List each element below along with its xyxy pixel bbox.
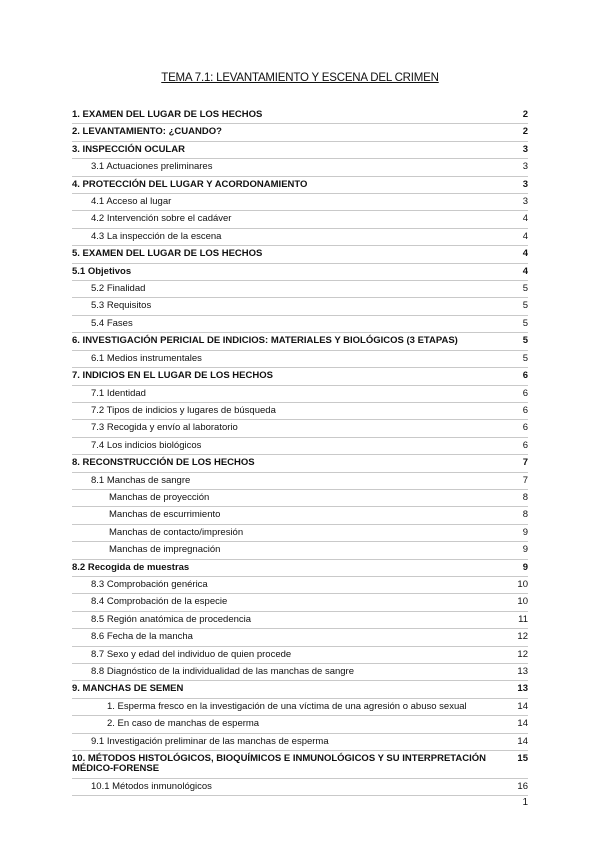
toc-entry-page: 4 [522, 213, 528, 225]
toc-entry-page: 8 [522, 509, 528, 521]
toc-entry-title: 3.1 Actuaciones preliminares [91, 161, 213, 173]
toc-entry-page: 6 [522, 422, 528, 434]
toc-entry-page: 16 [517, 780, 528, 792]
toc-entry-title: Manchas de contacto/impresión [109, 526, 244, 538]
toc-entry[interactable] [72, 159, 528, 176]
toc-entry[interactable] [72, 664, 528, 681]
toc-entry[interactable] [72, 264, 528, 281]
toc-entry[interactable] [72, 455, 528, 472]
document-title: TEMA 7.1: LEVANTAMIENTO Y ESCENA DEL CRIMEN [161, 72, 439, 84]
toc-entry-title: 8. RECONSTRUCCIÓN DE LOS HECHOS [72, 457, 255, 469]
toc-entry-page: 3 [522, 196, 528, 208]
toc-entry-title: 6. INVESTIGACIÓN PERICIAL DE INDICIOS: MATERIALES Y BIOLÓGICOS (3 ETAPAS) [72, 335, 458, 347]
toc-entry-title: 6.1 Medios instrumentales [91, 352, 202, 364]
toc-entry[interactable] [72, 177, 528, 194]
toc-entry-page: 12 [517, 631, 528, 643]
toc-entry-title: 5. EXAMEN DEL LUGAR DE LOS HECHOS [72, 248, 263, 260]
toc-entry[interactable] [72, 298, 528, 315]
toc-entry[interactable] [72, 211, 528, 228]
toc-entry-page: 5 [522, 335, 528, 347]
toc-entry-page: 6 [522, 387, 528, 399]
toc-entry-page: 5 [522, 300, 528, 312]
toc-entry-title: 4.1 Acceso al lugar [91, 196, 172, 208]
toc-entry-title: 8.7 Sexo y edad del individuo de quien procede [91, 648, 292, 660]
toc-entry[interactable] [72, 525, 528, 542]
toc-entry-title: 3. INSPECCIÓN OCULAR [72, 143, 185, 155]
toc-entry-title: 5.4 Fases [91, 317, 133, 329]
toc-entry-page: 9 [522, 561, 528, 573]
toc-entry-page: 6 [522, 439, 528, 451]
toc-entry[interactable] [72, 734, 528, 751]
toc-entry-title: 7.4 Los indicios biológicos [91, 439, 202, 451]
toc-entry-page: 10 [517, 578, 528, 590]
toc-entry-page: 3 [522, 178, 528, 190]
toc-entry-title: 10.1 Métodos inmunológicos [91, 780, 212, 792]
toc-entry-title: Manchas de escurrimiento [109, 509, 221, 521]
toc-entry-page: 3 [522, 143, 528, 155]
toc-entry[interactable] [72, 281, 528, 298]
toc-entry[interactable] [72, 368, 528, 385]
toc-entry-page: 14 [517, 700, 528, 712]
toc-entry[interactable] [72, 403, 528, 420]
toc-entry[interactable] [72, 473, 528, 490]
toc-entry-page: 7 [522, 474, 528, 486]
toc-entry-title: 5.2 Finalidad [91, 283, 146, 295]
toc-entry-title: 4.3 La inspección de la escena [91, 230, 222, 242]
toc-entry-page: 4 [522, 248, 528, 260]
toc-entry-title: 8.1 Manchas de sangre [91, 474, 191, 486]
toc-entry[interactable] [72, 316, 528, 333]
toc-entry-title: Manchas de impregnación [109, 544, 221, 556]
toc-entry-title: 8.5 Región anatómica de procedencia [91, 613, 252, 625]
toc-entry-page: 8 [522, 491, 528, 503]
toc-entry-title: 4.2 Intervención sobre el cadáver [91, 213, 232, 225]
toc-entry-page: 7 [522, 457, 528, 469]
toc-entry-page: 4 [522, 265, 528, 277]
toc-entry[interactable] [72, 333, 528, 350]
toc-entry-page: 13 [517, 666, 528, 677]
toc-entry-title: Manchas de proyección [109, 491, 210, 503]
toc-entry-title: 9. MANCHAS DE SEMEN [72, 683, 184, 695]
toc-entry-page: 6 [522, 370, 528, 382]
toc-entry-page: 4 [522, 230, 528, 242]
toc-entry[interactable] [72, 507, 528, 524]
toc-entry-page: 5 [522, 283, 528, 295]
toc-entry[interactable] [72, 779, 528, 796]
toc-entry-page: 5 [522, 352, 528, 364]
toc-entry-page: 10 [517, 596, 528, 608]
toc-entry-title: 2. En caso de manchas de esperma [107, 718, 260, 730]
toc-entry[interactable] [72, 246, 528, 263]
toc-entry-title: 8.3 Comprobación genérica [91, 578, 208, 590]
page-number: 1 [522, 797, 528, 808]
toc-entry-title: 8.4 Comprobación de la especie [91, 596, 228, 608]
toc-entry[interactable] [72, 542, 528, 559]
toc-entry-page: 6 [522, 404, 528, 416]
toc-entry[interactable] [72, 142, 528, 159]
toc-entry-title: 8.6 Fecha de la mancha [91, 631, 193, 643]
toc-entry[interactable] [72, 647, 528, 664]
toc-entry-title: 7.1 Identidad [91, 387, 146, 399]
toc-entry[interactable] [72, 716, 528, 733]
table-of-contents [72, 107, 528, 796]
toc-entry-title: 10. MÉTODOS HISTOLÓGICOS, BIOQUÍMICOS E INMUNOLÓGICOS Y SU INTERPRETACIÓN MÉDICO-FORENSE [72, 753, 487, 775]
toc-entry-page: 3 [522, 161, 528, 173]
toc-entry[interactable] [72, 560, 528, 577]
toc-entry-title: 7.2 Tipos de indicios y lugares de búsqueda [91, 404, 276, 416]
toc-entry[interactable] [72, 490, 528, 507]
toc-entry-page: 9 [522, 526, 528, 538]
toc-entry-title: 7. INDICIOS EN EL LUGAR DE LOS HECHOS [72, 370, 273, 382]
toc-entry-title: 2. LEVANTAMIENTO: ¿CUANDO? [72, 126, 222, 138]
toc-entry[interactable] [72, 229, 528, 246]
toc-entry-page: 14 [517, 735, 528, 747]
toc-entry[interactable] [72, 577, 528, 594]
toc-entry-title: 1. Esperma fresco en la investigación de una víctima de una agresión o abuso sexual [107, 700, 467, 712]
toc-entry[interactable] [72, 124, 528, 141]
toc-entry-title: 1. EXAMEN DEL LUGAR DE LOS HECHOS [72, 109, 263, 120]
toc-entry[interactable] [72, 194, 528, 211]
toc-entry[interactable] [72, 751, 528, 779]
toc-entry-title: 4. PROTECCIÓN DEL LUGAR Y ACORDONAMIENTO [72, 178, 308, 190]
toc-entry[interactable] [72, 386, 528, 403]
toc-entry-page: 14 [517, 718, 528, 730]
toc-entry-title: 8.2 Recogida de muestras [72, 561, 190, 573]
toc-entry-page: 11 [518, 613, 528, 625]
toc-entry-page: 2 [522, 109, 528, 120]
toc-entry-title: 5.1 Objetivos [72, 265, 132, 277]
toc-entry[interactable] [72, 681, 528, 698]
toc-entry-title: 5.3 Requisitos [91, 300, 152, 312]
toc-entry[interactable] [72, 420, 528, 437]
toc-entry-page: 9 [522, 544, 528, 556]
toc-entry-page: 2 [522, 126, 528, 138]
toc-entry-page: 5 [522, 317, 528, 329]
toc-entry[interactable] [72, 351, 528, 368]
toc-entry[interactable] [72, 699, 528, 716]
toc-entry-title: 9.1 Investigación preliminar de las manchas de esperma [91, 735, 329, 747]
toc-entry-page: 15 [517, 753, 528, 765]
toc-entry-page: 12 [517, 648, 528, 660]
toc-entry[interactable] [72, 594, 528, 611]
toc-entry-page: 13 [517, 683, 528, 695]
toc-entry[interactable] [72, 438, 528, 455]
toc-entry-title: 7.3 Recogida y envío al laboratorio [91, 422, 238, 434]
toc-entry[interactable] [72, 612, 528, 629]
toc-entry-title: 8.8 Diagnóstico de la individualidad de las manchas de sangre [91, 666, 355, 677]
toc-entry[interactable] [72, 107, 528, 124]
toc-entry[interactable] [72, 629, 528, 646]
